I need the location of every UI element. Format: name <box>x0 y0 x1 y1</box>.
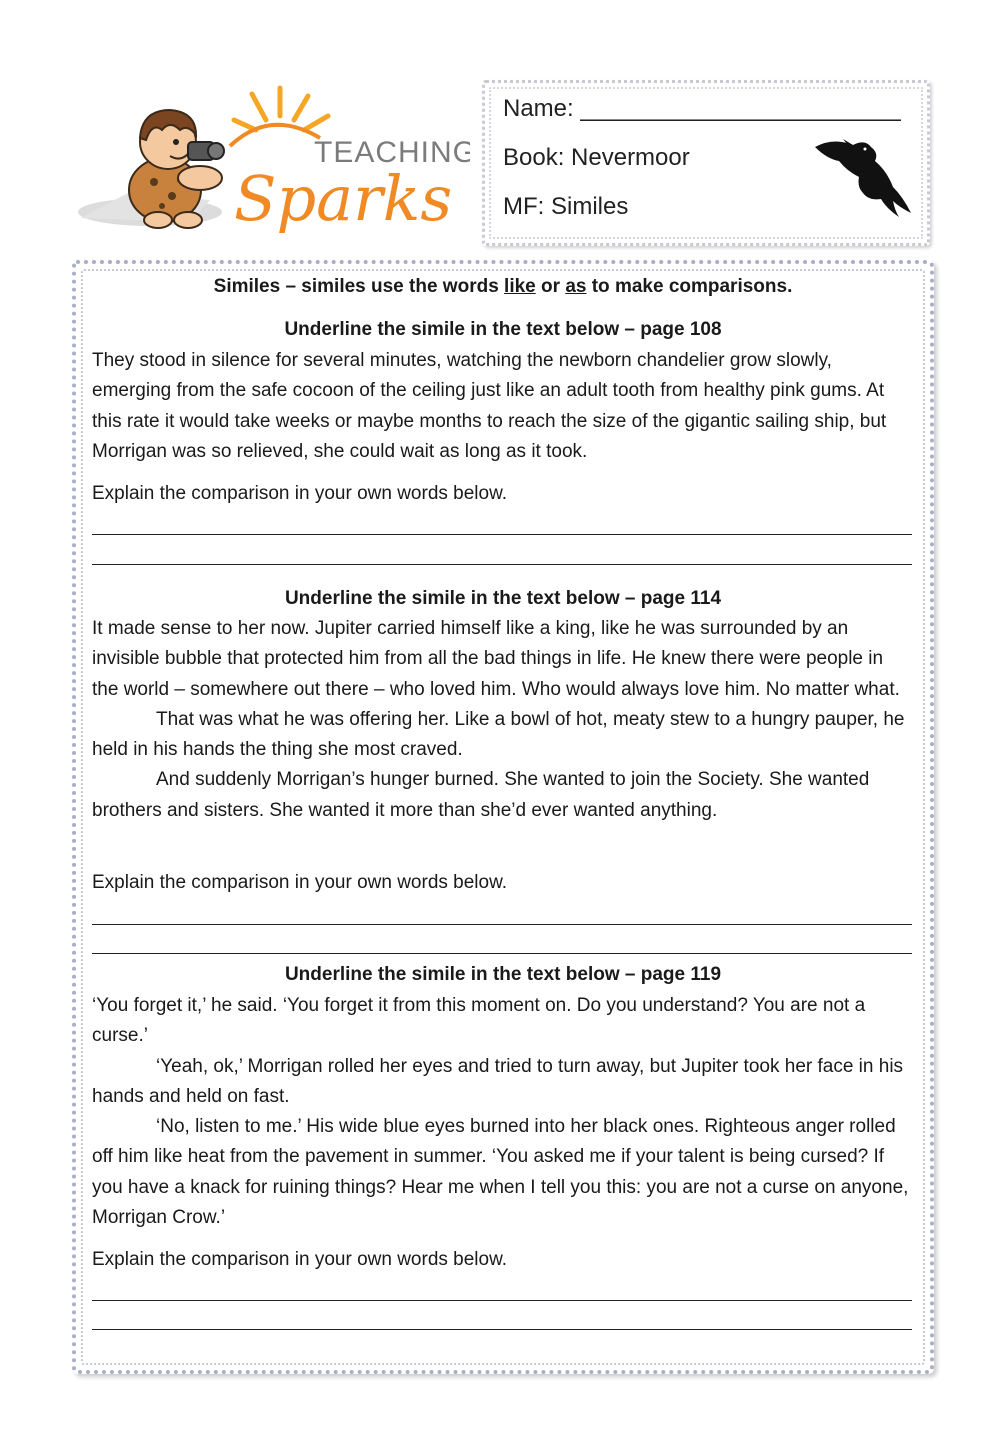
word-as: as <box>565 276 587 297</box>
section-2-explain: Explain the comparison in your own words below. <box>92 872 508 893</box>
raven-icon <box>813 135 913 217</box>
name-field[interactable]: Name: ________________________ <box>503 95 901 122</box>
answer-line[interactable] <box>92 924 912 925</box>
teaching-sparks-logo <box>70 80 470 245</box>
passage-paragraph: ‘Yeah, ok,’ Morrigan rolled her eyes and tried to turn away, but Jupiter took her face in his hands and held on fast. <box>92 1055 904 1107</box>
section-3-explain: Explain the comparison in your own words below. <box>92 1249 508 1270</box>
section-1-passage <box>92 346 914 467</box>
section-1-heading: Underline the simile in the text below – page 108 <box>284 319 722 340</box>
student-info-box <box>482 80 930 246</box>
passage-paragraph: ‘No, listen to me.’ His wide blue eyes burned into her black ones. Righteous anger rolled off him like heat from the pavement in summer. ‘You asked me if your talent is being cursed? If you have a knack for ruining things? Hear me when I tell you this: you are not a curse on anyone, Morrigan Crow.’ <box>92 1116 909 1229</box>
passage-paragraph: ‘You forget it,’ he said. ‘You forget it from this moment on. Do you understand? You are not a curse.’ <box>92 995 866 1047</box>
passage-paragraph: It made sense to her now. Jupiter carried himself like a king, like he was surrounded by an invisible bubble that protected him from all the bad things in life. He knew there were people in the world – somewhere out there – who loved him. Who would always love him. No matter what. <box>92 618 900 700</box>
section-1-explain: Explain the comparison in your own words below. <box>92 483 508 504</box>
section-3-heading: Underline the simile in the text below – page 119 <box>284 964 722 985</box>
answer-line[interactable] <box>92 1329 912 1330</box>
passage-paragraph: And suddenly Morrigan’s hunger burned. She wanted to join the Society. She wanted brothers and sisters. She wanted it more than she’d ever wanted anything. <box>92 769 870 821</box>
answer-line[interactable] <box>92 1300 912 1301</box>
answer-line[interactable] <box>92 534 912 535</box>
section-3-passage <box>92 991 914 1233</box>
mf-label: MF: Similes <box>503 193 629 220</box>
section-2-passage <box>92 614 914 826</box>
intro-heading: Similes – similes use the words like or as to make comparisons. <box>213 276 793 297</box>
passage-paragraph: They stood in silence for several minutes, watching the newborn chandelier grow slowly, emerging from the safe cocoon of the ceiling just like an adult tooth from healthy pink gums. At this rate it would take weeks or maybe months to reach the size of the gigantic sailing ship, but Morrigan was so relieved, she could wait as long as it took. <box>92 350 887 462</box>
logo-teaching-text: TEACHING <box>314 136 470 169</box>
book-label: Book: Nevermoor <box>503 144 690 171</box>
answer-line[interactable] <box>92 564 912 565</box>
passage-paragraph: That was what he was offering her. Like a bowl of hot, meaty stew to a hungry pauper, he held in his hands the thing she most craved. <box>92 708 905 761</box>
word-like: like <box>504 276 536 297</box>
logo-sparks-text: Sparks <box>234 162 453 235</box>
answer-line[interactable] <box>92 953 912 954</box>
section-2-heading: Underline the simile in the text below – page 114 <box>284 588 722 609</box>
